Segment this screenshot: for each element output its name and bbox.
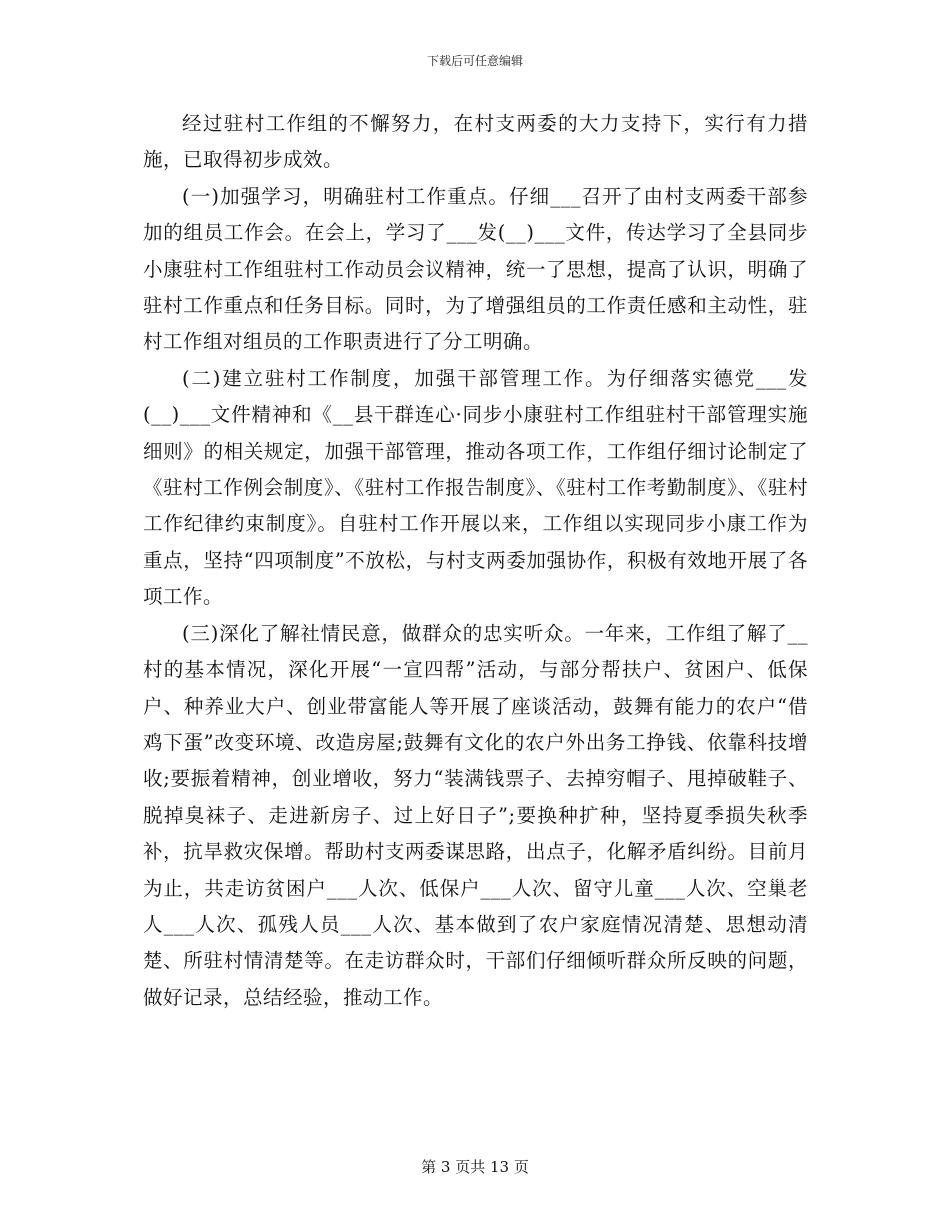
paragraph-section-3: (三)深化了解社情民意，做群众的忠实听众。一年来，工作组了解了__村的基本情况，深化开展“一宣四帮”活动，与部分帮扶户、贫困户、低保户、种养业大户、创业带富能人等开展了座谈活动，鼓舞有能力的农户“借鸡下蛋”改变环境、改造房屋;鼓舞有文化的农户外出务工挣钱、依靠科技增收;要振着精神，创业增收，努力“装满钱票子、去掉穷帽子、甩掉破鞋子、脱掉臭袜子、走进新房子、过上好日子”;要换种扩种，坚持夏季损失秋季补，抗旱救灾保增。帮助村支两委谋思路，出点子，化解矛盾纠纷。目前月为止，共走访贫困户___人次、低保户___人次、留守儿童___人次、空巢老人___人次、孤残人员___人次、基本做到了农户家庭情况清楚、思想动清楚、所驻村情清楚等。在走访群众时，干部们仔细倾听群众所反映的问题，做好记录，总结经验，推动工作。	[143, 621, 808, 1009]
paragraph-section-2: (二)建立驻村工作制度，加强干部管理工作。为仔细落实德党___发(__)___文件精神和《__县干群连心·同步小康驻村工作组驻村干部管理实施细则》的相关规定，加强干部管理，推动各项工作，工作组仔细讨论制定了《驻村工作例会制度》、《驻村工作报告制度》、《驻村工作考勤制度》、《驻村工作纪律约束制度》。自驻村工作开展以来，工作组以实现同步小康工作为重点，坚持“四项制度”不放松，与村支两委加强协作，积极有效地开展了各项工作。	[143, 366, 808, 609]
page-footer: 第 3 页共 13 页	[421, 1158, 529, 1176]
document-body	[143, 106, 808, 1016]
paragraph-section-1: (一)加强学习，明确驻村工作重点。仔细___召开了由村支两委干部参加的组员工作会。在会上，学习了___发(__)___文件，传达学习了全县同步小康驻村工作组驻村工作动员会议精神，统一了思想，提高了认识，明确了驻村工作重点和任务目标。同时，为了增强组员的工作责任感和主动性，驻村工作组对组员的工作职责进行了分工明确。	[143, 184, 808, 354]
paragraph-intro: 经过驻村工作组的不懈努力，在村支两委的大力支持下，实行有力措施，已取得初步成效。	[143, 112, 808, 172]
page-header: 下载后可任意编辑	[426, 54, 523, 68]
